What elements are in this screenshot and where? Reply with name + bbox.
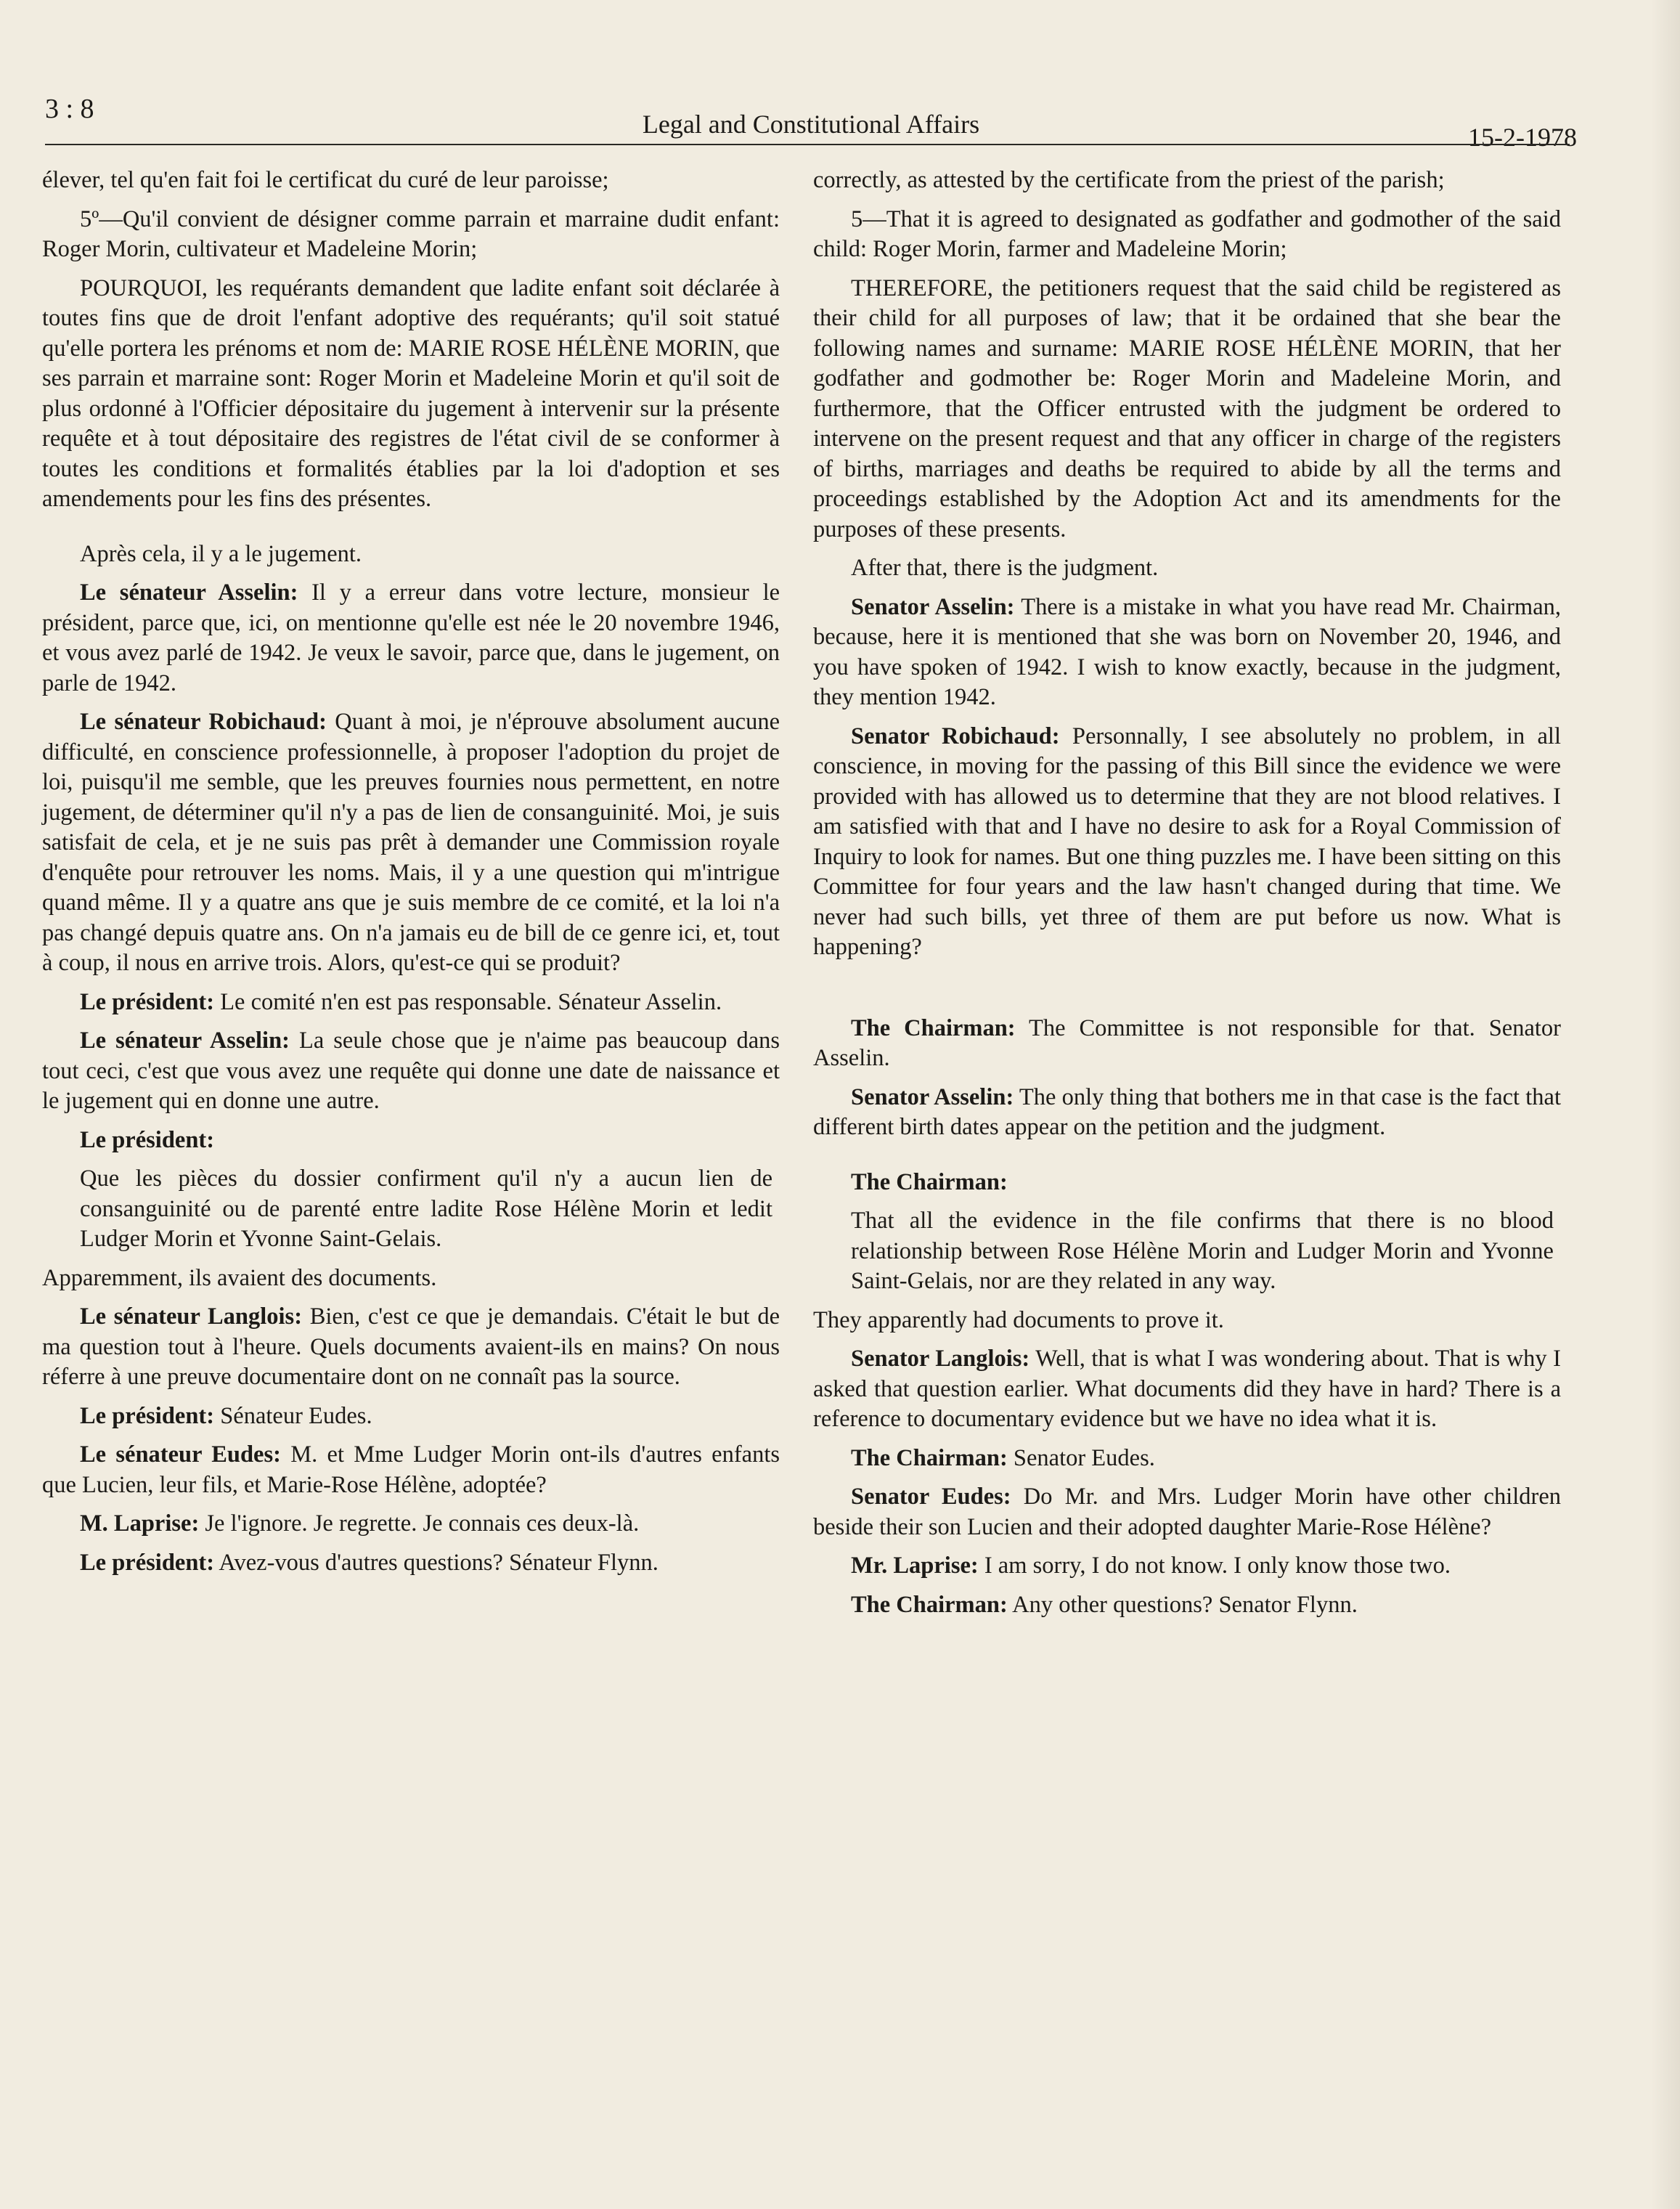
paragraph (80, 1164, 772, 1255)
speaker-paragraph (813, 1014, 1561, 1074)
speaker-name: Le président: (80, 1402, 215, 1429)
page-number: 3 : 8 (45, 94, 94, 124)
paragraph-text: Personnally, I see absolutely no problem, in all conscience, in moving for the passing of this Bill since the evidence we were provided with has allowed us to determine that they are not blood relatives. I am satisfied with that and I have no desire to ask for a Royal Commission of Inquiry to look for names. But one thing puzzles me. I have been sitting on this Committee for four years and the law hasn't changed during that time. We never had such bills, yet three of them are put before us now. What is happening? (813, 723, 1561, 960)
paragraph (42, 540, 780, 570)
speaker-name: Le président: (80, 1126, 215, 1153)
page-edge-shadow (1651, 0, 1680, 2209)
speaker-paragraph (813, 1444, 1561, 1474)
speaker-paragraph (42, 1026, 780, 1117)
speaker-paragraph (42, 988, 780, 1018)
paragraph-text: La seule chose que je n'aime pas beaucoup dans tout ceci, c'est que vous avez une requête qui donne une date de naissance et le jugement qui en donne une autre. (42, 1028, 780, 1114)
speaker-name: Le sénateur Eudes: (80, 1441, 281, 1468)
speaker-paragraph (813, 1168, 1561, 1198)
speaker-paragraph (813, 1551, 1561, 1582)
paragraph-text: Quant à moi, je n'éprouve absolument aucune difficulté, en conscience professionnelle, à proposer l'adoption du projet de loi, puisqu'il me semble, que les preuves fournies nous permettent, en notre jugement, de déterminer qu'il n'y a pas de lien de consanguinité. Moi, je suis satisfait de cela, et je ne suis pas prêt à demander une Commission royale d'enquête pour retrouver les noms. Mais, il y a une question qui m'intrigue quand même. Il y a quatre ans que je suis membre de ce comité, et la loi n'a pas changé depuis quatre ans. On n'a jamais eu de bill de ce genre ici, et, tout à coup, il nous en arrive trois. Alors, qu'est-ce qui se produit? (42, 709, 780, 976)
speaker-paragraph (42, 1126, 780, 1156)
paragraph (42, 1264, 780, 1294)
paragraph-text: I am sorry, I do not know. I only know those two. (984, 1553, 1451, 1579)
speaker-paragraph (813, 722, 1561, 963)
speaker-name: The Chairman: (851, 1591, 1008, 1618)
paragraph (851, 1206, 1554, 1297)
speaker-name: M. Laprise: (80, 1510, 200, 1537)
paragraph (813, 553, 1561, 584)
speaker-paragraph (42, 578, 780, 699)
paragraph-text: 5—That it is agreed to designated as godfather and godmother of the said child: Roger Morin, farmer and Madeleine Morin; (813, 206, 1561, 262)
paragraph (42, 166, 780, 196)
paragraph-text: Que les pièces du dossier confirment qu'il n'y a aucun lien de consanguinité ou de parenté entre ladite Rose Hélène Morin et ledit Ludger Morin et Yvonne Saint-Gelais. (80, 1165, 772, 1252)
paragraph-text: There is a mistake in what you have read Mr. Chairman, because, here it is mentioned that she was born on November 20, 1946, and you have spoken of 1942. I wish to know exactly, because in the judgment, they mention 1942. (813, 593, 1561, 710)
speaker-name: The Chairman: (851, 1168, 1008, 1195)
paragraph-text: Well, that is what I was wondering about. That is why I asked that question earlier. What documents did they have in hard? There is a reference to documentary evidence but we have no idea what it is. (813, 1346, 1561, 1432)
speaker-paragraph (42, 1509, 780, 1539)
speaker-paragraph (813, 1590, 1561, 1621)
paragraph-text: Senator Eudes. (1013, 1444, 1155, 1471)
paragraph-text: Avez-vous d'autres questions? Sénateur Flynn. (219, 1549, 658, 1576)
paragraph-text: Le comité n'en est pas responsable. Sénateur Asselin. (220, 988, 722, 1015)
paragraph-text: Any other questions? Senator Flynn. (1012, 1591, 1358, 1618)
paragraph-text: Apparemment, ils avaient des documents. (42, 1264, 437, 1291)
paragraph-text: Après cela, il y a le jugement. (80, 540, 362, 567)
speaker-name: Le président: (80, 988, 215, 1015)
paragraph-text: Bien, c'est ce que je demandais. C'était le but de ma question tout à l'heure. Quels documents avaient-ils en mains? On nous réferre à une preuve documentaire dont on ne connaît pas la source. (42, 1303, 780, 1390)
paragraph-text: After that, there is the judgment. (851, 555, 1159, 581)
speaker-paragraph (42, 1302, 780, 1393)
speaker-paragraph (42, 1402, 780, 1432)
paragraph (813, 274, 1561, 545)
header-rule (45, 144, 1570, 145)
paragraph-text: Do Mr. and Mrs. Ludger Morin have other children beside their son Lucien and their adopted daughter Marie-Rose Hélène? (813, 1484, 1561, 1540)
speaker-paragraph (813, 593, 1561, 713)
sitting-date: 15-2-1978 (1468, 123, 1577, 152)
paragraph-text: Sénateur Eudes. (220, 1402, 372, 1429)
speaker-name: Le sénateur Asselin: (80, 579, 298, 606)
speaker-name: Le sénateur Asselin: (80, 1028, 290, 1054)
speaker-name: Le président: (80, 1549, 215, 1576)
speaker-name: Le sénateur Robichaud: (80, 709, 327, 735)
paragraph-text: correctly, as attested by the certificate from the priest of the parish; (813, 167, 1445, 193)
paragraph-text: THEREFORE, the petitioners request that the said child be registered as their child for all purposes of law; that it be ordained that she bear the following names and surname: MARIE ROSE HÉLÈNE MORIN, that her godfather and godmother be: Roger Morin and Madeleine Morin, and furthermore, that the Officer entrusted with the judgment be ordered to intervene on the present request and that any officer in charge of the registers of births, marriages and deaths be required to abide by all the terms and proceedings established by the Adoption Act and its amendments for the purposes of these presents. (813, 274, 1561, 542)
speaker-name: Senator Eudes: (851, 1484, 1011, 1510)
speaker-name: Le sénateur Langlois: (80, 1303, 303, 1330)
paragraph-text: 5º—Qu'il convient de désigner comme parrain et marraine dudit enfant: Roger Morin, cultivateur et Madeleine Morin; (42, 206, 780, 262)
paragraph-text: POURQUOI, les requérants demandent que ladite enfant soit déclarée à toutes fins que de droit l'enfant adoptive des requérants; qu'il soit statué qu'elle portera les prénoms et nom de: MARIE ROSE HÉLÈNE MORIN, que ses parrain et marraine sont: Roger Morin et Madeleine Morin et qu'il soit de plus ordonné à l'Officier dépositaire du jugement à intervenir sur la présente requête et à tout dépositaire des registres de l'état civil de se conformer à toutes les conditions et formalités établies par la loi d'adoption et ses amendements pour les fins des présentes. (42, 274, 780, 512)
english-column (813, 166, 1561, 1629)
speaker-paragraph (813, 1083, 1561, 1143)
speaker-paragraph (42, 1440, 780, 1500)
paragraph-text: élever, tel qu'en fait foi le certificat du curé de leur paroisse; (42, 167, 609, 193)
paragraph (42, 274, 780, 515)
speaker-name: Mr. Laprise: (851, 1553, 979, 1579)
paragraph-text: Je l'ignore. Je regrette. Je connais ces deux-là. (205, 1510, 640, 1537)
speaker-name: Senator Asselin: (851, 593, 1015, 620)
paragraph (813, 166, 1561, 196)
running-title: Legal and Constitutional Affairs (642, 110, 980, 139)
page-header (45, 87, 1577, 152)
speaker-paragraph (813, 1482, 1561, 1542)
paragraph (813, 205, 1561, 265)
paragraph-text: The Committee is not responsible for that. Senator Asselin. (813, 1014, 1562, 1071)
paragraph-text: M. et Mme Ludger Morin ont-ils d'autres enfants que Lucien, leur fils, et Marie-Rose Hélène, adoptée? (42, 1441, 780, 1498)
speaker-name: Senator Robichaud: (851, 723, 1060, 749)
speaker-paragraph (42, 1548, 780, 1579)
speaker-name: The Chairman: (851, 1444, 1008, 1471)
speaker-name: Senator Asselin: (851, 1083, 1014, 1110)
speaker-name: The Chairman: (851, 1014, 1016, 1041)
speaker-name: Senator Langlois: (851, 1346, 1030, 1372)
speaker-paragraph (42, 707, 780, 979)
paragraph (813, 1306, 1561, 1336)
french-column (42, 166, 780, 1587)
paragraph-text: Il y a erreur dans votre lecture, monsieur le président, parce que, ici, on mentionne qu'elle est née le 20 novembre 1946, et vous avez parlé de 1942. Je veux le savoir, parce que, dans le jugement, on parle de 1942. (42, 579, 780, 696)
paragraph (42, 205, 780, 265)
speaker-paragraph (813, 1344, 1561, 1435)
paragraph-text: The only thing that bothers me in that case is the fact that different birth dates appear on the petition and the judgment. (813, 1083, 1561, 1140)
paragraph-text: That all the evidence in the file confirms that there is no blood relationship between Rose Hélène Morin and Ludger Morin and Yvonne Saint-Gelais, nor are they related in any way. (851, 1208, 1554, 1294)
paragraph-text: They apparently had documents to prove it. (813, 1306, 1224, 1333)
